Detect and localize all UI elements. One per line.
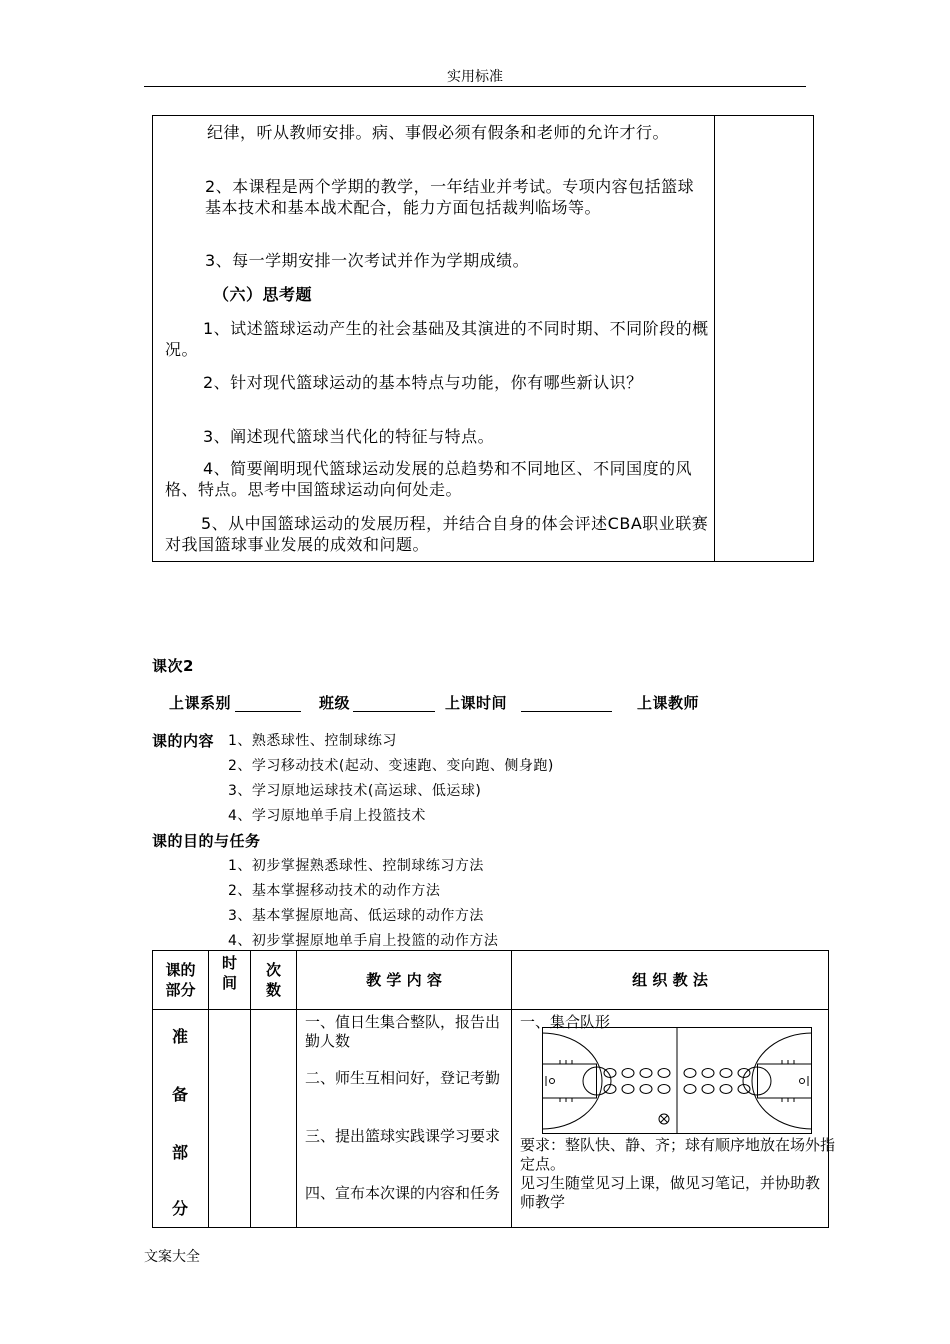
content-step-2: 二、师生互相问好，登记考勤: [305, 1069, 501, 1087]
goals-label: 课的目的与任务: [152, 832, 261, 850]
left-key: [543, 1064, 597, 1098]
header-rule: [144, 86, 806, 87]
header-method: 组 织 教 法: [512, 951, 829, 1010]
right-three-point-arc: [752, 1033, 812, 1129]
header-count: 次数: [251, 951, 297, 1010]
goal-item-4: 4、初步掌握原地单手肩上投篮的动作方法: [228, 933, 499, 949]
paragraph-course: 2、本课程是两个学期的教学，一年结业并考试。专项内容包括篮球基本技术和基本战术配合，能力方面包括裁判临场等。: [205, 177, 695, 217]
content-step-1: 一、值日生集合整队，报告出勤人数: [305, 1013, 501, 1050]
part-cell: [153, 1010, 209, 1228]
content-item-4: 4、学习原地单手肩上投篮技术: [228, 808, 426, 824]
part-char-1: 准: [172, 1027, 189, 1046]
method-cell: [512, 1010, 836, 1228]
goal-item-2: 2、基本掌握移动技术的动作方法: [228, 883, 441, 899]
left-basket: [550, 1079, 555, 1084]
header-time: 时间: [209, 951, 251, 1010]
content-item-1: 1、熟悉球性、控制球练习: [228, 733, 397, 749]
right-basket: [800, 1079, 805, 1084]
question-4: 4、简要阐明现代篮球运动发展的总趋势和不同地区、不同国度的风格、特点。思考中国篮球运动向何处走。: [165, 459, 693, 499]
question-5: 5、从中国篮球运动的发展历程，并结合自身的体会评述CBA职业联赛对我国篮球事业发展的成效和问题。: [165, 514, 709, 554]
method-requirement: 要求：整队快、静、齐；球有顺序地放在场外指定点。: [520, 1136, 836, 1173]
lesson-title: 课次2: [152, 657, 194, 675]
teacher-label: 上课教师: [637, 694, 700, 712]
content-step-4: 四、宣布本次课的内容和任务: [305, 1184, 501, 1202]
method-note: 见习生随堂见习上课，做见习笔记，并协助教师教学: [520, 1174, 821, 1211]
paragraph-discipline: 纪律，听从教师安排。病、事假必须有假条和老师的允许才行。: [207, 123, 670, 142]
lesson-table: [152, 950, 836, 1228]
right-key: [758, 1064, 812, 1098]
top-table-divider: [714, 116, 715, 561]
paragraph-exam: 3、每一学期安排一次考试并作为学期成绩。: [205, 251, 530, 270]
content-step-3: 三、提出篮球实践课学习要求: [305, 1127, 501, 1145]
top-table: [152, 115, 814, 562]
content-item-2: 2、学习移动技术(起动、变速跑、变向跑、侧身跑): [228, 758, 554, 774]
header-content: 教 学 内 容: [297, 951, 512, 1010]
count-cell: [251, 1010, 297, 1228]
table-row-prep: [153, 1010, 829, 1228]
question-1: 1、试述篮球运动产生的社会基础及其演进的不同时期、不同阶段的概况。: [165, 319, 709, 359]
time-label: 上课时间: [445, 694, 508, 712]
goal-item-3: 3、基本掌握原地高、低运球的动作方法: [228, 908, 484, 924]
question-2: 2、针对现代篮球运动的基本特点与功能，你有哪些新认识？: [203, 373, 643, 392]
content-item-3: 3、学习原地运球技术(高运球、低运球): [228, 783, 482, 799]
content-label: 课的内容: [152, 732, 215, 750]
section-heading: （六）思考题: [213, 285, 313, 304]
content-cell: [297, 1010, 512, 1228]
part-char-4: 分: [172, 1199, 189, 1218]
teacher-icon: [659, 1114, 669, 1124]
part-char-3: 部: [172, 1143, 189, 1162]
time-cell: [209, 1010, 251, 1228]
dept-blank: [235, 711, 301, 712]
goal-item-1: 1、初步掌握熟悉球性、控制球练习方法: [228, 858, 484, 874]
left-three-point-arc: [542, 1033, 602, 1129]
page-header: 实用标准: [447, 69, 503, 85]
table-header-row: [153, 951, 829, 1010]
page-footer: 文案大全: [144, 1249, 200, 1265]
question-3: 3、阐述现代篮球当代化的特征与特点。: [203, 427, 495, 446]
basketball-court-diagram: [542, 1027, 812, 1134]
time-blank: [521, 711, 612, 712]
class-label: 班级: [319, 694, 351, 712]
class-blank: [353, 711, 435, 712]
header-part: 课的部分: [153, 951, 209, 1010]
part-char-2: 备: [172, 1085, 189, 1104]
dept-label: 上课系别: [169, 694, 232, 712]
method-title: 一、集合队形: [520, 1013, 611, 1031]
